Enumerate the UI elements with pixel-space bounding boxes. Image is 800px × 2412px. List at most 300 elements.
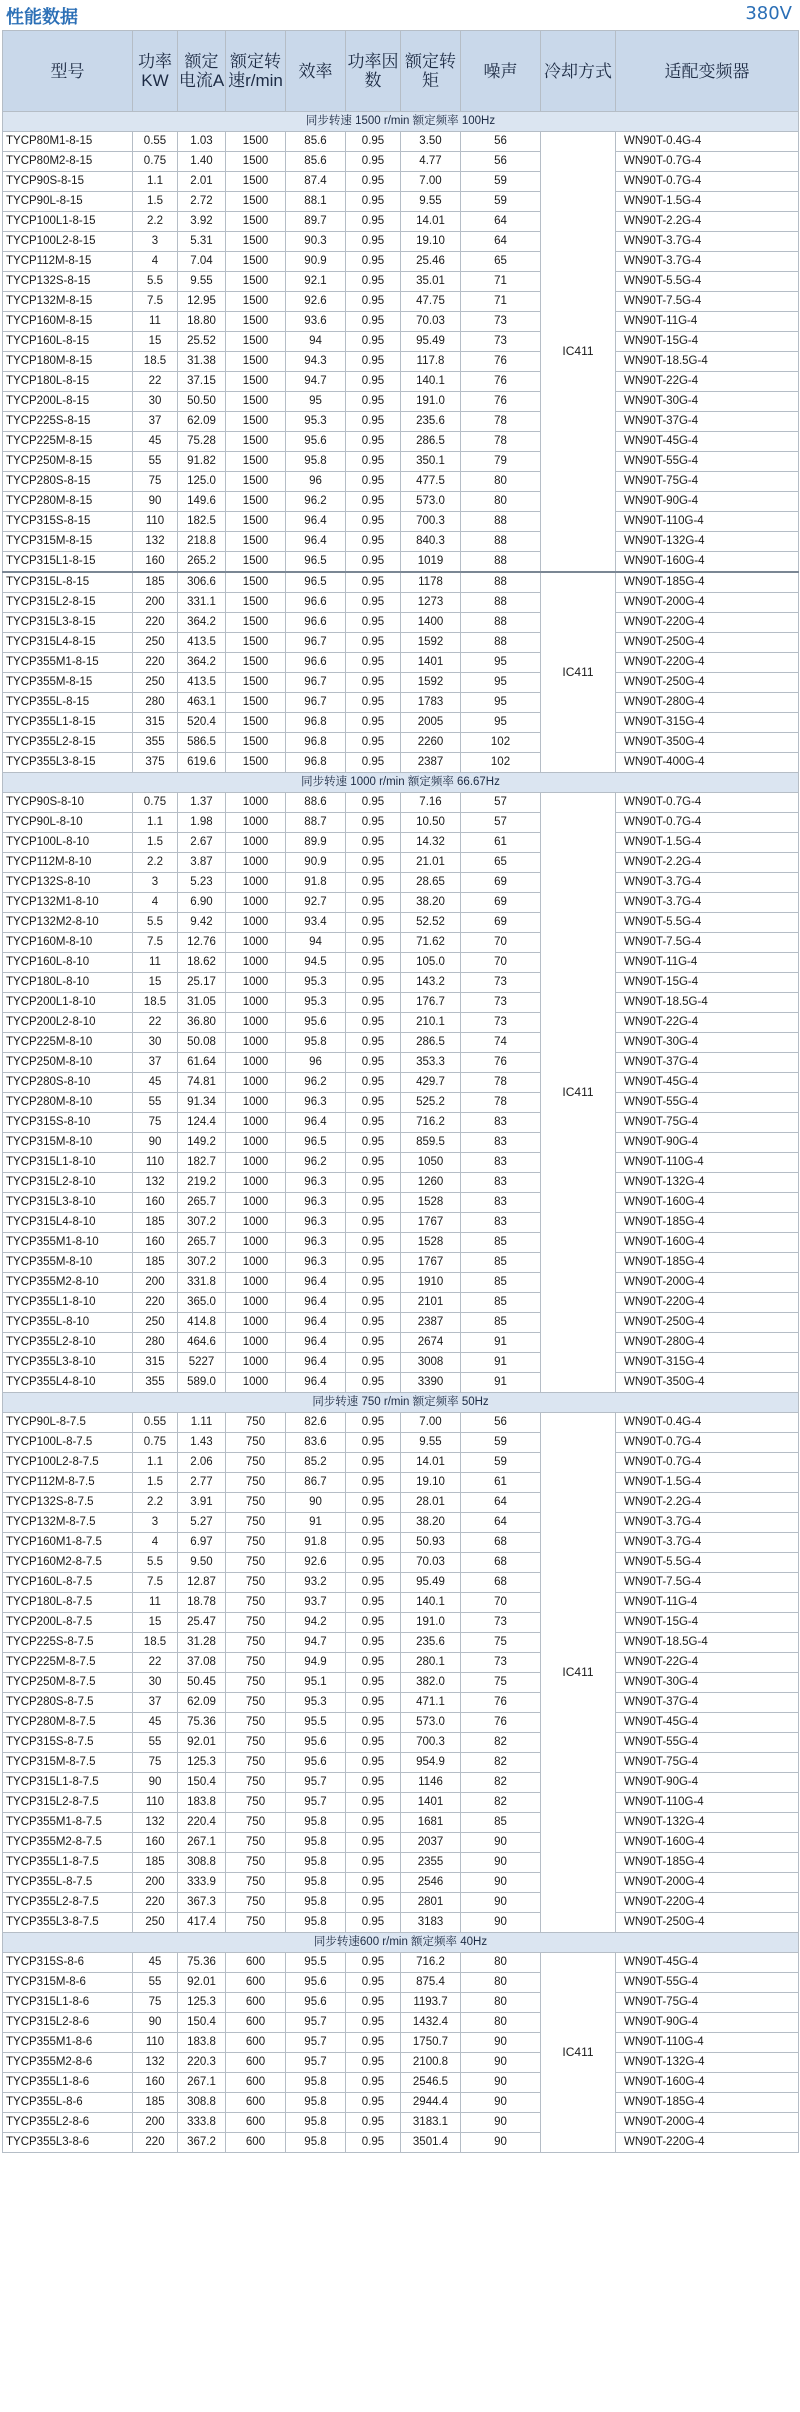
efficiency-cell: 95.8	[286, 2073, 346, 2093]
noise-cell: 59	[461, 172, 541, 192]
power-factor-cell: 0.95	[346, 1253, 401, 1273]
model-cell: TYCP315L1-8-6	[3, 1993, 133, 2013]
power-cell: 250	[133, 1313, 178, 1333]
model-cell: TYCP180L-8-7.5	[3, 1593, 133, 1613]
current-cell: 31.05	[178, 993, 226, 1013]
power-factor-cell: 0.95	[346, 1813, 401, 1833]
current-cell: 413.5	[178, 673, 226, 693]
speed-cell: 750	[226, 1473, 286, 1493]
inverter-cell: WN90T-0.7G-4	[616, 793, 799, 813]
torque-cell: 176.7	[401, 993, 461, 1013]
table-row	[3, 693, 799, 713]
efficiency-cell: 89.9	[286, 833, 346, 853]
torque-cell: 1401	[401, 1793, 461, 1813]
table-row	[3, 1793, 799, 1813]
noise-cell: 88	[461, 512, 541, 532]
inverter-cell: WN90T-2.2G-4	[616, 212, 799, 232]
table-row	[3, 452, 799, 472]
table-row	[3, 1213, 799, 1233]
model-cell: TYCP200L1-8-10	[3, 993, 133, 1013]
section-title: 同步转速 750 r/min 额定频率 50Hz	[3, 1393, 799, 1413]
inverter-cell: WN90T-55G-4	[616, 1093, 799, 1113]
power-factor-cell: 0.95	[346, 232, 401, 252]
torque-cell: 1401	[401, 653, 461, 673]
speed-cell: 1500	[226, 733, 286, 753]
noise-cell: 73	[461, 973, 541, 993]
table-row	[3, 1653, 799, 1673]
current-cell: 50.50	[178, 392, 226, 412]
speed-cell: 600	[226, 2053, 286, 2073]
current-cell: 91.82	[178, 452, 226, 472]
model-cell: TYCP225M-8-7.5	[3, 1653, 133, 1673]
noise-cell: 82	[461, 1753, 541, 1773]
current-cell: 265.7	[178, 1233, 226, 1253]
current-cell: 6.97	[178, 1533, 226, 1553]
speed-cell: 1000	[226, 813, 286, 833]
power-cell: 37	[133, 412, 178, 432]
speed-cell: 1500	[226, 312, 286, 332]
model-cell: TYCP80M1-8-15	[3, 132, 133, 152]
inverter-cell: WN90T-250G-4	[616, 633, 799, 653]
power-cell: 15	[133, 1613, 178, 1633]
model-cell: TYCP280M-8-7.5	[3, 1713, 133, 1733]
torque-cell: 1146	[401, 1773, 461, 1793]
current-cell: 182.5	[178, 512, 226, 532]
speed-cell: 1500	[226, 693, 286, 713]
model-cell: TYCP355M1-8-6	[3, 2033, 133, 2053]
speed-cell: 1000	[226, 973, 286, 993]
inverter-cell: WN90T-7.5G-4	[616, 933, 799, 953]
model-cell: TYCP355L1-8-10	[3, 1293, 133, 1313]
efficiency-cell: 93.2	[286, 1573, 346, 1593]
power-cell: 0.75	[133, 1433, 178, 1453]
table-row	[3, 552, 799, 573]
power-factor-cell: 0.95	[346, 913, 401, 933]
efficiency-cell: 93.4	[286, 913, 346, 933]
efficiency-cell: 95.8	[286, 1853, 346, 1873]
model-cell: TYCP355L1-8-7.5	[3, 1853, 133, 1873]
power-factor-cell: 0.95	[346, 1493, 401, 1513]
power-factor-cell: 0.95	[346, 1453, 401, 1473]
torque-cell: 2944.4	[401, 2093, 461, 2113]
power-factor-cell: 0.95	[346, 1353, 401, 1373]
model-cell: TYCP100L-8-10	[3, 833, 133, 853]
torque-cell: 191.0	[401, 1613, 461, 1633]
noise-cell: 61	[461, 1473, 541, 1493]
power-cell: 0.55	[133, 1413, 178, 1433]
table-row	[3, 1853, 799, 1873]
efficiency-cell: 94.7	[286, 372, 346, 392]
model-cell: TYCP132S-8-10	[3, 873, 133, 893]
efficiency-cell: 95.8	[286, 1813, 346, 1833]
cooling-method-cell: IC411	[541, 793, 616, 1393]
model-cell: TYCP160M1-8-7.5	[3, 1533, 133, 1553]
noise-cell: 61	[461, 833, 541, 853]
torque-cell: 19.10	[401, 232, 461, 252]
speed-cell: 1000	[226, 1293, 286, 1313]
torque-cell: 1432.4	[401, 2013, 461, 2033]
power-cell: 55	[133, 1733, 178, 1753]
noise-cell: 76	[461, 372, 541, 392]
current-cell: 220.4	[178, 1813, 226, 1833]
cooling-method-cell: IC411	[541, 1413, 616, 1933]
current-cell: 265.2	[178, 552, 226, 573]
current-cell: 331.1	[178, 593, 226, 613]
efficiency-cell: 92.6	[286, 1553, 346, 1573]
column-header: 适配变频器	[616, 31, 799, 112]
table-header-row	[3, 31, 799, 112]
inverter-cell: WN90T-280G-4	[616, 1333, 799, 1353]
inverter-cell: WN90T-160G-4	[616, 2073, 799, 2093]
model-cell: TYCP132M1-8-10	[3, 893, 133, 913]
model-cell: TYCP160M-8-10	[3, 933, 133, 953]
inverter-cell: WN90T-11G-4	[616, 953, 799, 973]
efficiency-cell: 96.4	[286, 1333, 346, 1353]
speed-cell: 750	[226, 1813, 286, 1833]
page-header	[0, 0, 800, 30]
table-row	[3, 1553, 799, 1573]
efficiency-cell: 96.8	[286, 733, 346, 753]
section-title: 同步转速 1500 r/min 额定频率 100Hz	[3, 112, 799, 132]
noise-cell: 90	[461, 1873, 541, 1893]
power-cell: 11	[133, 953, 178, 973]
inverter-cell: WN90T-315G-4	[616, 713, 799, 733]
speed-cell: 1500	[226, 212, 286, 232]
noise-cell: 85	[461, 1293, 541, 1313]
power-cell: 220	[133, 1893, 178, 1913]
inverter-cell: WN90T-250G-4	[616, 1313, 799, 1333]
current-cell: 589.0	[178, 1373, 226, 1393]
torque-cell: 471.1	[401, 1693, 461, 1713]
efficiency-cell: 96.4	[286, 1313, 346, 1333]
efficiency-cell: 96.3	[286, 1233, 346, 1253]
table-row	[3, 1093, 799, 1113]
torque-cell: 14.32	[401, 833, 461, 853]
model-cell: TYCP315L2-8-10	[3, 1173, 133, 1193]
power-factor-cell: 0.95	[346, 973, 401, 993]
inverter-cell: WN90T-11G-4	[616, 1593, 799, 1613]
table-row	[3, 1613, 799, 1633]
torque-cell: 2037	[401, 1833, 461, 1853]
speed-cell: 1500	[226, 132, 286, 152]
inverter-cell: WN90T-3.7G-4	[616, 1513, 799, 1533]
section-header-row	[3, 112, 799, 132]
speed-cell: 750	[226, 1433, 286, 1453]
speed-cell: 1500	[226, 532, 286, 552]
power-factor-cell: 0.95	[346, 593, 401, 613]
efficiency-cell: 95.7	[286, 2013, 346, 2033]
noise-cell: 73	[461, 312, 541, 332]
noise-cell: 73	[461, 1613, 541, 1633]
speed-cell: 1000	[226, 1133, 286, 1153]
power-factor-cell: 0.95	[346, 552, 401, 573]
power-factor-cell: 0.95	[346, 1193, 401, 1213]
current-cell: 1.98	[178, 813, 226, 833]
power-factor-cell: 0.95	[346, 192, 401, 212]
inverter-cell: WN90T-250G-4	[616, 1913, 799, 1933]
speed-cell: 1500	[226, 633, 286, 653]
current-cell: 417.4	[178, 1913, 226, 1933]
inverter-cell: WN90T-3.7G-4	[616, 1533, 799, 1553]
torque-cell: 859.5	[401, 1133, 461, 1153]
power-cell: 7.5	[133, 292, 178, 312]
current-cell: 306.6	[178, 572, 226, 593]
power-cell: 250	[133, 673, 178, 693]
inverter-cell: WN90T-200G-4	[616, 1273, 799, 1293]
noise-cell: 90	[461, 2093, 541, 2113]
torque-cell: 235.6	[401, 1633, 461, 1653]
power-factor-cell: 0.95	[346, 2053, 401, 2073]
speed-cell: 1000	[226, 1273, 286, 1293]
torque-cell: 954.9	[401, 1753, 461, 1773]
efficiency-cell: 95.5	[286, 1713, 346, 1733]
power-factor-cell: 0.95	[346, 212, 401, 232]
model-cell: TYCP80M2-8-15	[3, 152, 133, 172]
power-factor-cell: 0.95	[346, 1213, 401, 1233]
current-cell: 18.62	[178, 953, 226, 973]
power-cell: 55	[133, 1093, 178, 1113]
torque-cell: 525.2	[401, 1093, 461, 1113]
noise-cell: 64	[461, 1513, 541, 1533]
noise-cell: 85	[461, 1233, 541, 1253]
model-cell: TYCP315L3-8-15	[3, 613, 133, 633]
power-cell: 0.55	[133, 132, 178, 152]
current-cell: 18.80	[178, 312, 226, 332]
power-cell: 75	[133, 1113, 178, 1133]
model-cell: TYCP355M1-8-7.5	[3, 1813, 133, 1833]
noise-cell: 88	[461, 593, 541, 613]
power-cell: 1.5	[133, 1473, 178, 1493]
model-cell: TYCP315S-8-15	[3, 512, 133, 532]
efficiency-cell: 96.4	[286, 1353, 346, 1373]
noise-cell: 73	[461, 1653, 541, 1673]
table-row	[3, 192, 799, 212]
model-cell: TYCP132S-8-15	[3, 272, 133, 292]
power-factor-cell: 0.95	[346, 993, 401, 1013]
power-cell: 90	[133, 1773, 178, 1793]
current-cell: 62.09	[178, 412, 226, 432]
current-cell: 463.1	[178, 693, 226, 713]
speed-cell: 1000	[226, 993, 286, 1013]
torque-cell: 28.01	[401, 1493, 461, 1513]
power-cell: 1.1	[133, 172, 178, 192]
power-factor-cell: 0.95	[346, 1433, 401, 1453]
inverter-cell: WN90T-0.4G-4	[616, 1413, 799, 1433]
noise-cell: 78	[461, 432, 541, 452]
table-row	[3, 292, 799, 312]
noise-cell: 56	[461, 132, 541, 152]
power-factor-cell: 0.95	[346, 733, 401, 753]
power-factor-cell: 0.95	[346, 713, 401, 733]
efficiency-cell: 95	[286, 392, 346, 412]
torque-cell: 28.65	[401, 873, 461, 893]
inverter-cell: WN90T-37G-4	[616, 1053, 799, 1073]
model-cell: TYCP355L-8-7.5	[3, 1873, 133, 1893]
power-cell: 15	[133, 973, 178, 993]
efficiency-cell: 96.5	[286, 572, 346, 593]
table-row	[3, 492, 799, 512]
torque-cell: 3008	[401, 1353, 461, 1373]
speed-cell: 1000	[226, 1033, 286, 1053]
power-cell: 3	[133, 873, 178, 893]
voltage-label: 380V	[745, 3, 792, 24]
speed-cell: 750	[226, 1673, 286, 1693]
model-cell: TYCP355M-8-15	[3, 673, 133, 693]
inverter-cell: WN90T-200G-4	[616, 2113, 799, 2133]
speed-cell: 1000	[226, 1093, 286, 1113]
power-cell: 220	[133, 2133, 178, 2153]
model-cell: TYCP355L2-8-10	[3, 1333, 133, 1353]
current-cell: 9.55	[178, 272, 226, 292]
speed-cell: 1000	[226, 833, 286, 853]
torque-cell: 382.0	[401, 1673, 461, 1693]
model-cell: TYCP315L2-8-6	[3, 2013, 133, 2033]
performance-table	[2, 30, 799, 2153]
inverter-cell: WN90T-132G-4	[616, 1813, 799, 1833]
model-cell: TYCP200L-8-7.5	[3, 1613, 133, 1633]
efficiency-cell: 96.2	[286, 492, 346, 512]
power-cell: 3	[133, 232, 178, 252]
torque-cell: 2801	[401, 1893, 461, 1913]
power-factor-cell: 0.95	[346, 292, 401, 312]
power-factor-cell: 0.95	[346, 1553, 401, 1573]
noise-cell: 83	[461, 1153, 541, 1173]
speed-cell: 1000	[226, 1313, 286, 1333]
noise-cell: 85	[461, 1313, 541, 1333]
table-row	[3, 172, 799, 192]
cooling-method-cell: IC411	[541, 572, 616, 773]
power-factor-cell: 0.95	[346, 1313, 401, 1333]
torque-cell: 2387	[401, 1313, 461, 1333]
inverter-cell: WN90T-30G-4	[616, 392, 799, 412]
model-cell: TYCP280S-8-10	[3, 1073, 133, 1093]
current-cell: 36.80	[178, 1013, 226, 1033]
torque-cell: 573.0	[401, 1713, 461, 1733]
power-factor-cell: 0.95	[346, 793, 401, 813]
inverter-cell: WN90T-22G-4	[616, 372, 799, 392]
efficiency-cell: 91	[286, 1513, 346, 1533]
current-cell: 150.4	[178, 1773, 226, 1793]
inverter-cell: WN90T-75G-4	[616, 1993, 799, 2013]
current-cell: 364.2	[178, 613, 226, 633]
noise-cell: 91	[461, 1333, 541, 1353]
speed-cell: 1500	[226, 673, 286, 693]
current-cell: 6.90	[178, 893, 226, 913]
speed-cell: 1500	[226, 152, 286, 172]
speed-cell: 600	[226, 1953, 286, 1973]
current-cell: 5.23	[178, 873, 226, 893]
table-row	[3, 2093, 799, 2113]
torque-cell: 19.10	[401, 1473, 461, 1493]
table-row	[3, 2113, 799, 2133]
efficiency-cell: 96.3	[286, 1213, 346, 1233]
current-cell: 7.04	[178, 252, 226, 272]
model-cell: TYCP160L-8-10	[3, 953, 133, 973]
inverter-cell: WN90T-350G-4	[616, 1373, 799, 1393]
current-cell: 37.08	[178, 1653, 226, 1673]
inverter-cell: WN90T-160G-4	[616, 1193, 799, 1213]
current-cell: 150.4	[178, 2013, 226, 2033]
power-cell: 5.5	[133, 272, 178, 292]
efficiency-cell: 95.8	[286, 1833, 346, 1853]
efficiency-cell: 90.9	[286, 252, 346, 272]
noise-cell: 74	[461, 1033, 541, 1053]
speed-cell: 750	[226, 1413, 286, 1433]
efficiency-cell: 87.4	[286, 172, 346, 192]
power-cell: 185	[133, 1213, 178, 1233]
torque-cell: 1178	[401, 572, 461, 593]
speed-cell: 1000	[226, 1013, 286, 1033]
inverter-cell: WN90T-0.7G-4	[616, 172, 799, 192]
noise-cell: 73	[461, 993, 541, 1013]
noise-cell: 90	[461, 2113, 541, 2133]
current-cell: 414.8	[178, 1313, 226, 1333]
inverter-cell: WN90T-110G-4	[616, 1793, 799, 1813]
current-cell: 2.67	[178, 833, 226, 853]
model-cell: TYCP355L3-8-6	[3, 2133, 133, 2153]
noise-cell: 83	[461, 1113, 541, 1133]
table-row	[3, 1113, 799, 1133]
noise-cell: 76	[461, 1693, 541, 1713]
inverter-cell: WN90T-250G-4	[616, 673, 799, 693]
inverter-cell: WN90T-0.7G-4	[616, 152, 799, 172]
noise-cell: 56	[461, 152, 541, 172]
current-cell: 307.2	[178, 1213, 226, 1233]
table-row	[3, 1593, 799, 1613]
power-cell: 110	[133, 1153, 178, 1173]
efficiency-cell: 95.8	[286, 1913, 346, 1933]
torque-cell: 2005	[401, 713, 461, 733]
noise-cell: 90	[461, 2033, 541, 2053]
inverter-cell: WN90T-45G-4	[616, 1713, 799, 1733]
noise-cell: 64	[461, 212, 541, 232]
column-header: 噪声	[461, 31, 541, 112]
section-header-row	[3, 773, 799, 793]
noise-cell: 85	[461, 1273, 541, 1293]
torque-cell: 3183	[401, 1913, 461, 1933]
table-row	[3, 1953, 799, 1973]
power-factor-cell: 0.95	[346, 452, 401, 472]
current-cell: 220.3	[178, 2053, 226, 2073]
torque-cell: 840.3	[401, 532, 461, 552]
current-cell: 464.6	[178, 1333, 226, 1353]
torque-cell: 117.8	[401, 352, 461, 372]
efficiency-cell: 95.6	[286, 1013, 346, 1033]
power-cell: 30	[133, 1673, 178, 1693]
table-row	[3, 392, 799, 412]
current-cell: 364.2	[178, 653, 226, 673]
efficiency-cell: 96.5	[286, 552, 346, 573]
power-cell: 90	[133, 1133, 178, 1153]
speed-cell: 750	[226, 1733, 286, 1753]
power-factor-cell: 0.95	[346, 2113, 401, 2133]
noise-cell: 85	[461, 1253, 541, 1273]
noise-cell: 80	[461, 1953, 541, 1973]
inverter-cell: WN90T-220G-4	[616, 653, 799, 673]
efficiency-cell: 96	[286, 1053, 346, 1073]
current-cell: 619.6	[178, 753, 226, 773]
torque-cell: 143.2	[401, 973, 461, 993]
current-cell: 12.87	[178, 1573, 226, 1593]
power-cell: 75	[133, 1993, 178, 2013]
table-row	[3, 1573, 799, 1593]
speed-cell: 1000	[226, 1353, 286, 1373]
table-row	[3, 532, 799, 552]
current-cell: 91.34	[178, 1093, 226, 1113]
inverter-cell: WN90T-18.5G-4	[616, 993, 799, 1013]
power-factor-cell: 0.95	[346, 272, 401, 292]
table-row	[3, 993, 799, 1013]
